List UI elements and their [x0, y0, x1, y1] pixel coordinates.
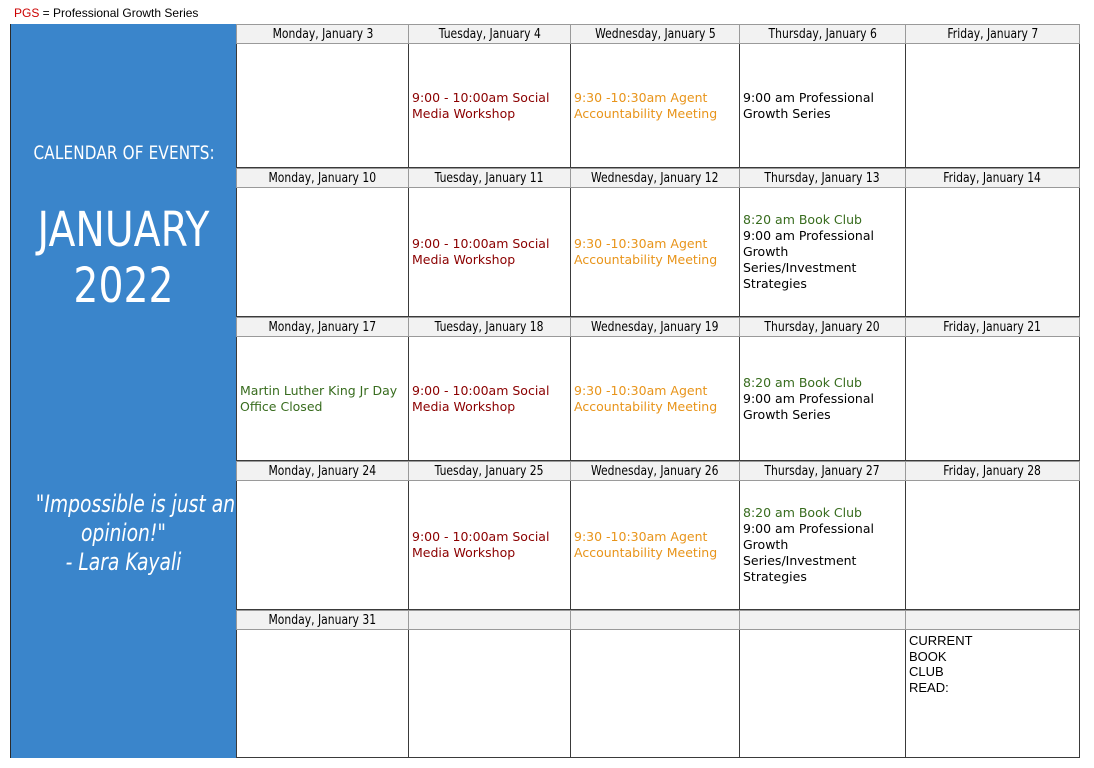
legend [14, 6, 198, 20]
day-header-monday [236, 317, 409, 337]
day-header-label: Wednesday, January 19 [591, 319, 719, 335]
day-cell-monday [236, 337, 409, 461]
day-cell-thursday [740, 481, 906, 610]
day-header-friday [906, 461, 1080, 481]
day-header-thursday [740, 461, 906, 481]
day-header-friday [906, 610, 1080, 630]
day-header-tuesday [409, 24, 571, 44]
day-cell-thursday [740, 188, 906, 317]
day-header-label: Thursday, January 13 [764, 170, 881, 186]
day-header-label: Thursday, January 6 [768, 26, 877, 42]
day-cell-monday [236, 630, 409, 758]
quote [35, 490, 236, 577]
day-header-label: Monday, January 17 [268, 319, 377, 335]
day-cell-tuesday [409, 630, 571, 758]
day-header-thursday [740, 317, 906, 337]
day-header-tuesday [409, 461, 571, 481]
day-cell-tuesday [409, 337, 571, 461]
day-header-monday [236, 168, 409, 188]
year: 2022 [73, 258, 174, 314]
day-cell-monday [236, 481, 409, 610]
legend-text: = Professional Growth Series [39, 6, 199, 20]
event-text: 8:20 am Book Club [743, 374, 862, 390]
event-text: 9:00 - 10:00am Social Media Workshop [412, 382, 550, 414]
day-header-thursday [740, 24, 906, 44]
day-header-label: Thursday, January 20 [764, 319, 881, 335]
day-header-label: Friday, January 14 [943, 170, 1042, 186]
day-header-wednesday [571, 317, 740, 337]
quote-author: - Lara Kayali [65, 548, 182, 576]
event-text: 9:00 am Professional Growth Series [743, 390, 874, 422]
event-text: 9:00 am Professional Growth Series [743, 89, 874, 121]
day-cell-thursday [740, 630, 906, 758]
day-header-label: Wednesday, January 12 [591, 170, 719, 186]
day-header-label: Tuesday, January 11 [435, 170, 544, 186]
day-header-wednesday [571, 461, 740, 481]
day-cell-wednesday [571, 337, 740, 461]
month-title [31, 202, 216, 314]
day-header-label: Monday, January 31 [268, 612, 377, 628]
day-cell-monday [236, 188, 409, 317]
event-text: 9:00 - 10:00am Social Media Workshop [412, 236, 550, 267]
day-cell-friday [906, 337, 1080, 461]
day-header-wednesday [571, 24, 740, 44]
day-cell-tuesday [409, 44, 571, 168]
calendar-caption: CALENDAR OF EVENTS: [33, 142, 215, 164]
day-cell-wednesday [571, 44, 740, 168]
day-cell-thursday [740, 337, 906, 461]
day-header-label: Monday, January 10 [268, 170, 377, 186]
event-text: 9:00 am Professional Growth Series/Investment Strategies [743, 228, 874, 291]
day-cell-wednesday [571, 188, 740, 317]
month-name: JANUARY [37, 202, 210, 258]
day-header-thursday [740, 610, 906, 630]
day-header-monday [236, 24, 409, 44]
quote-line: "Impossible is just an [35, 490, 236, 518]
event-text: 8:20 am Book Club [743, 212, 862, 227]
day-header-friday [906, 317, 1080, 337]
day-header-label: Friday, January 21 [943, 319, 1042, 335]
day-header-thursday [740, 168, 906, 188]
day-cell-friday [906, 481, 1080, 610]
day-header-monday [236, 461, 409, 481]
day-cell-friday [906, 630, 1080, 758]
day-header-label: Tuesday, January 18 [435, 319, 544, 335]
day-header-friday [906, 24, 1080, 44]
day-header-tuesday [409, 610, 571, 630]
day-header-label: Monday, January 24 [268, 463, 377, 479]
day-header-label: Monday, January 3 [272, 26, 373, 42]
event-text: 9:00 - 10:00am Social Media Workshop [412, 529, 550, 560]
sidebar-panel [10, 24, 236, 758]
day-cell-tuesday [409, 188, 571, 317]
event-text: Martin Luther King Jr Day Office Closed [240, 382, 398, 414]
event-text: 9:30 -10:30am Agent Accountability Meeting [574, 236, 718, 267]
day-cell-friday [906, 44, 1080, 168]
event-text: 9:30 -10:30am Agent Accountability Meeting [574, 529, 718, 560]
day-header-label: Friday, January 7 [947, 26, 1038, 42]
quote-line: opinion!" [80, 519, 167, 547]
day-header-friday [906, 168, 1080, 188]
day-header-label: Wednesday, January 5 [594, 26, 716, 42]
day-header-label: Friday, January 28 [943, 463, 1042, 479]
event-text: 8:20 am Book Club [743, 505, 862, 520]
legend-abbr: PGS [14, 6, 40, 20]
day-header-monday [236, 610, 409, 630]
day-cell-monday [236, 44, 409, 168]
event-text: 9:00 - 10:00am Social Media Workshop [412, 89, 550, 121]
day-cell-wednesday [571, 630, 740, 758]
day-header-label: Thursday, January 27 [764, 463, 881, 479]
day-cell-wednesday [571, 481, 740, 610]
book-club-note: CURRENT BOOK CLUB READ: [909, 633, 973, 695]
day-header-wednesday [571, 610, 740, 630]
day-header-label: Tuesday, January 25 [435, 463, 544, 479]
event-text: 9:30 -10:30am Agent Accountability Meeting [574, 89, 718, 121]
day-header-tuesday [409, 168, 571, 188]
day-cell-friday [906, 188, 1080, 317]
day-header-label: Tuesday, January 4 [438, 26, 541, 42]
day-cell-tuesday [409, 481, 571, 610]
day-cell-thursday [740, 44, 906, 168]
event-text: 9:30 -10:30am Agent Accountability Meeting [574, 382, 718, 414]
day-header-tuesday [409, 317, 571, 337]
day-header-wednesday [571, 168, 740, 188]
day-header-label: Wednesday, January 26 [591, 463, 719, 479]
event-text: 9:00 am Professional Growth Series/Investment Strategies [743, 521, 874, 584]
